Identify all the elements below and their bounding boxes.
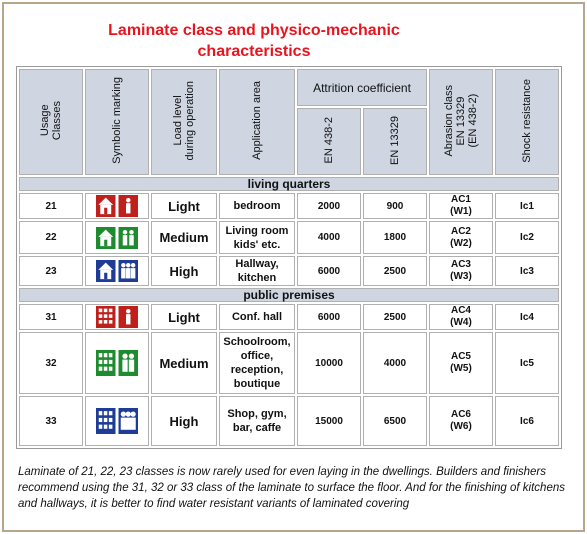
shock-resistance: Ic6 [495, 396, 559, 446]
abrasion-class [429, 396, 493, 446]
usage-class: 22 [19, 221, 83, 254]
footnote-text: Laminate of 21, 22, 23 classes is now rarely used for even laying in the dwellings. Builders and finishers recommend using the 31, 32 or 33 class of the laminate to surface the floor. And for the finishing of kitchens and hallways, it is better to find water resistant variants of laminated covering [18, 466, 565, 510]
usage-class: 33 [19, 396, 83, 446]
abrasion-ac: AC6 [450, 409, 471, 420]
abrasion-w: (W2) [450, 237, 472, 249]
table-row [19, 396, 559, 446]
abrasion-w: (W6) [450, 421, 472, 432]
application-area: Shop, gym, bar, caffe [219, 396, 295, 446]
abrasion-class [429, 256, 493, 286]
symbol-cell [85, 256, 149, 286]
abrasion-class [429, 221, 493, 254]
table-row [19, 193, 559, 219]
load-level: Medium [151, 332, 217, 394]
en-13329-value: 4000 [363, 332, 427, 394]
en-13329-value: 2500 [363, 256, 427, 286]
table-row [19, 332, 559, 394]
header-en-13329: EN 13329 [363, 108, 427, 175]
header-abrasion-class: Abrasion class EN 13329 (EN 438-2) [429, 69, 493, 175]
table-row [19, 256, 559, 286]
en-438-2-value: 6000 [297, 304, 361, 330]
application-area: Hallway, kitchen [219, 256, 295, 286]
laminate-class-table [16, 66, 562, 449]
abrasion-w: (W4) [450, 317, 472, 328]
abrasion-ac: AC2 [450, 225, 471, 237]
en-438-2-value: 10000 [297, 332, 361, 394]
usage-class: 23 [19, 256, 83, 286]
en-13329-value: 900 [363, 193, 427, 219]
abrasion-ac: AC4 [450, 305, 471, 316]
abrasion-ac: AC1 [450, 194, 471, 205]
abrasion-class [429, 304, 493, 330]
table-row [19, 304, 559, 330]
usage-class: 21 [19, 193, 83, 219]
symbol-cell [85, 396, 149, 446]
table-row [19, 221, 559, 254]
home-person-icon [96, 195, 138, 217]
title-line-1: Laminate class and physico-mechanic [108, 22, 400, 39]
abrasion-class [429, 193, 493, 219]
load-level: High [151, 256, 217, 286]
shock-resistance: Ic1 [495, 193, 559, 219]
en-13329-value: 6500 [363, 396, 427, 446]
load-level: Light [151, 193, 217, 219]
header-usage-classes: Usage Classes [19, 69, 83, 175]
en-438-2-value: 6000 [297, 256, 361, 286]
load-level: Light [151, 304, 217, 330]
header-shock-resistance: Shock resistance [495, 69, 559, 175]
home-family-icon [96, 227, 138, 249]
title-line-2: characteristics [197, 43, 311, 60]
abrasion-w: (W1) [450, 206, 472, 217]
shock-resistance: Ic2 [495, 221, 559, 254]
office-person-icon [96, 306, 138, 328]
shock-resistance: Ic4 [495, 304, 559, 330]
abrasion-ac: AC5 [450, 351, 471, 362]
symbol-cell [85, 304, 149, 330]
usage-class: 31 [19, 304, 83, 330]
application-area: bedroom [219, 193, 295, 219]
shock-resistance: Ic3 [495, 256, 559, 286]
header-en-438-2: EN 438-2 [297, 108, 361, 175]
abrasion-w: (W3) [450, 271, 472, 282]
section-living-quarters: living quarters [19, 177, 559, 191]
application-area: Schoolroom, office, reception, boutique [219, 332, 295, 394]
section-public-premises: public premises [19, 288, 559, 302]
symbol-cell [85, 193, 149, 219]
symbol-cell [85, 332, 149, 394]
load-level: High [151, 396, 217, 446]
shock-resistance: Ic5 [495, 332, 559, 394]
en-438-2-value: 4000 [297, 221, 361, 254]
header-load-level: Load level during operation [151, 69, 217, 175]
office-group-icon [96, 408, 138, 434]
usage-class: 32 [19, 332, 83, 394]
home-group-icon [96, 260, 138, 282]
symbol-cell [85, 221, 149, 254]
en-13329-value: 2500 [363, 304, 427, 330]
page-title [4, 20, 504, 62]
en-438-2-value: 2000 [297, 193, 361, 219]
header-attrition-coefficient: Attrition coefficient [297, 69, 427, 106]
abrasion-class [429, 332, 493, 394]
office-family-icon [96, 350, 138, 376]
application-area: Living room kids' etc. [219, 221, 295, 254]
en-13329-value: 1800 [363, 221, 427, 254]
header-symbolic-marking: Symbolic marking [85, 69, 149, 175]
application-area: Conf. hall [219, 304, 295, 330]
abrasion-ac: AC3 [450, 259, 471, 270]
en-438-2-value: 15000 [297, 396, 361, 446]
abrasion-w: (W5) [450, 363, 472, 374]
header-application-area: Application area [219, 69, 295, 175]
load-level: Medium [151, 221, 217, 254]
